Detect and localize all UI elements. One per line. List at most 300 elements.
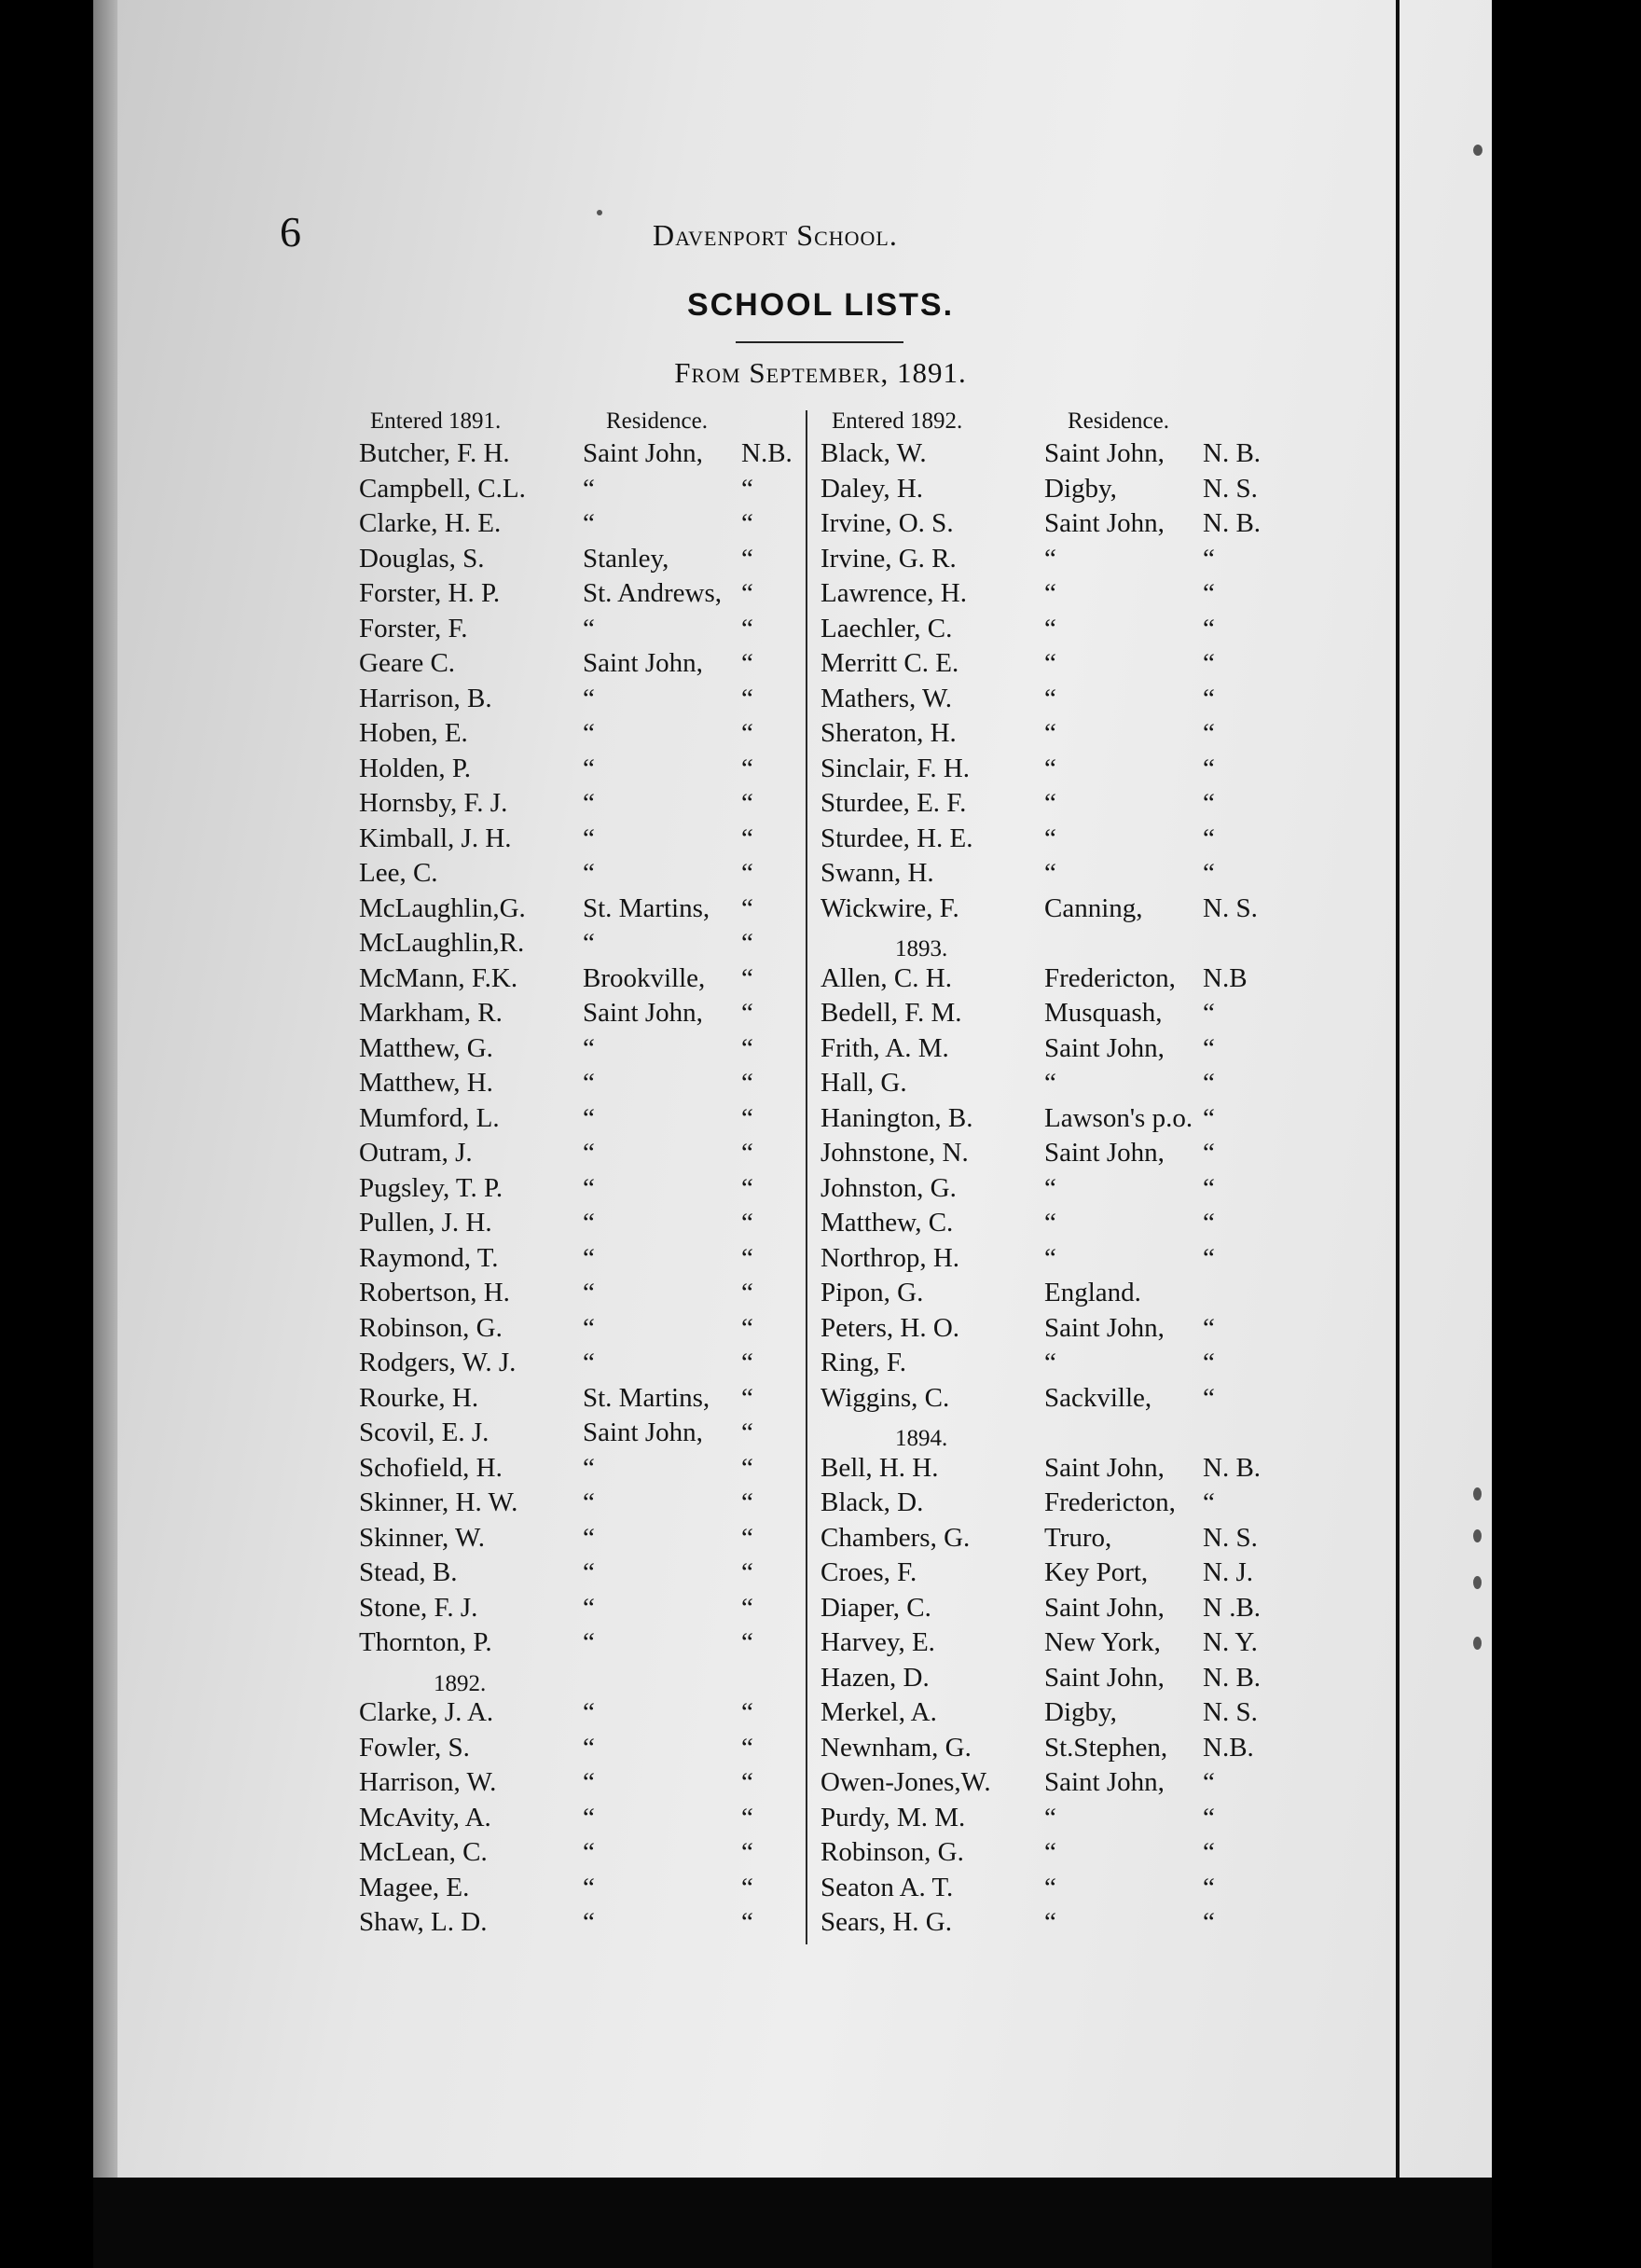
student-residence: “: [583, 1172, 595, 1203]
student-province: N.B.: [1203, 1732, 1254, 1763]
student-province: “: [741, 508, 753, 538]
student-province: “: [741, 1418, 753, 1447]
student-residence: Saint John,: [583, 1418, 703, 1447]
student-residence: “: [1044, 543, 1056, 574]
student-residence: Saint John,: [1044, 1452, 1165, 1483]
section-title: SCHOOL LISTS.: [686, 287, 955, 323]
student-name: Black, D.: [820, 1487, 924, 1517]
student-name: Outram, J.: [359, 1138, 473, 1168]
student-row: [359, 1101, 816, 1137]
student-name: Merritt C. E.: [820, 648, 959, 678]
student-row: [359, 682, 816, 717]
right-column: [820, 408, 1277, 1941]
student-row: [359, 996, 816, 1031]
student-residence: Truro,: [1044, 1522, 1112, 1553]
student-province: “: [741, 823, 753, 853]
bottom-shadow: [93, 2178, 1492, 2268]
student-name: Clarke, J. A.: [359, 1697, 494, 1727]
student-row: [359, 1066, 816, 1101]
student-province: “: [1203, 1907, 1215, 1937]
student-name: Kimball, J. H.: [359, 823, 512, 853]
student-row: [359, 752, 816, 787]
student-name: Sinclair, F. H.: [820, 753, 971, 783]
residence-header: Residence.: [1068, 408, 1169, 434]
student-row: [359, 1451, 816, 1487]
student-name: Douglas, S.: [359, 543, 485, 574]
year-subheading: [820, 1416, 1277, 1451]
student-name: Merkel, A.: [820, 1697, 937, 1727]
student-province: “: [741, 858, 753, 888]
student-name: Forster, F.: [359, 613, 468, 643]
student-residence: “: [583, 1242, 595, 1273]
student-name: Irvine, O. S.: [820, 508, 954, 538]
student-row: [820, 1661, 1277, 1696]
student-residence: “: [1044, 753, 1056, 783]
student-row: [359, 1591, 816, 1626]
student-name: Purdy, M. M.: [820, 1802, 966, 1832]
student-row: [820, 1346, 1277, 1381]
student-residence: “: [583, 928, 595, 958]
student-residence: “: [583, 1032, 595, 1063]
student-row: [820, 1066, 1277, 1101]
student-name: Shaw, L. D.: [359, 1907, 488, 1937]
student-province: “: [741, 788, 753, 818]
student-province: “: [741, 1697, 753, 1727]
entered-header: Entered 1891.: [370, 408, 502, 434]
student-province: “: [741, 473, 753, 504]
subtitle: From September, 1891.: [674, 356, 967, 389]
student-province: “: [1203, 1032, 1215, 1063]
student-province: “: [1203, 1208, 1215, 1238]
student-residence: “: [583, 508, 595, 538]
student-name: Forster, H. P.: [359, 578, 501, 608]
student-province: N.B: [1203, 962, 1248, 993]
student-row: [359, 472, 816, 507]
student-province: “: [741, 1032, 753, 1063]
student-row: [359, 856, 816, 892]
residence-header: Residence.: [606, 408, 708, 434]
student-province: “: [1203, 1172, 1215, 1203]
student-row: [359, 436, 816, 472]
student-province: “: [1203, 1487, 1215, 1517]
student-province: “: [741, 1312, 753, 1343]
speck: [1473, 145, 1482, 156]
student-name: Matthew, C.: [820, 1208, 954, 1238]
left-column: [359, 408, 816, 1941]
student-residence: “: [1044, 1348, 1056, 1377]
page-header: [280, 207, 1193, 263]
student-residence: “: [583, 1802, 595, 1832]
student-province: “: [1203, 1242, 1215, 1273]
student-row: [820, 716, 1277, 752]
student-residence: “: [583, 1348, 595, 1377]
student-province: N. B.: [1203, 1662, 1262, 1693]
student-row: [820, 1731, 1277, 1766]
student-row: [820, 786, 1277, 822]
student-name: Lee, C.: [359, 858, 438, 888]
student-name: Croes, F.: [820, 1557, 917, 1587]
student-row: [359, 822, 816, 857]
student-row: [820, 1486, 1277, 1521]
student-residence: “: [583, 1312, 595, 1343]
student-row: [820, 1625, 1277, 1661]
student-row: [820, 576, 1277, 612]
student-name: Stead, B.: [359, 1557, 458, 1587]
student-residence: Fredericton,: [1044, 962, 1176, 993]
student-province: “: [1203, 753, 1215, 783]
student-residence: Saint John,: [583, 998, 703, 1028]
student-name: Owen-Jones,W.: [820, 1767, 991, 1797]
student-residence: “: [583, 1068, 595, 1098]
student-name: Clarke, H. E.: [359, 508, 502, 538]
student-row: [359, 1765, 816, 1801]
student-province: “: [741, 683, 753, 713]
student-row: [820, 1835, 1277, 1871]
student-row: [820, 1801, 1277, 1836]
student-row: [359, 1835, 816, 1871]
student-province: “: [741, 1068, 753, 1098]
student-name: Harrison, B.: [359, 683, 492, 713]
student-name: Matthew, G.: [359, 1032, 493, 1063]
student-province: “: [741, 1382, 753, 1413]
student-row: [359, 576, 816, 612]
student-name: McLean, C.: [359, 1837, 488, 1867]
student-province: “: [741, 1487, 753, 1517]
student-province: N.B.: [741, 438, 793, 468]
student-name: Rodgers, W. J.: [359, 1348, 517, 1377]
student-name: Hornsby, F. J.: [359, 788, 508, 818]
student-residence: “: [1044, 613, 1056, 643]
student-row: [820, 1556, 1277, 1591]
student-province: “: [741, 613, 753, 643]
student-row: [359, 1905, 816, 1941]
student-name: Geare C.: [359, 648, 456, 678]
student-residence: “: [583, 823, 595, 853]
student-name: Magee, E.: [359, 1872, 470, 1902]
student-row: [359, 1171, 816, 1207]
student-residence: Saint John,: [1044, 1767, 1165, 1797]
student-name: Irvine, G. R.: [820, 543, 957, 574]
speck: [1473, 1487, 1482, 1500]
student-row: [820, 752, 1277, 787]
student-residence: Saint John,: [1044, 438, 1165, 468]
student-residence: Saint John,: [1044, 1138, 1165, 1168]
student-residence: St. Martins,: [583, 1382, 710, 1413]
student-row: [820, 1591, 1277, 1626]
student-province: N. S.: [1203, 1697, 1258, 1727]
student-residence: “: [583, 1102, 595, 1133]
student-province: N .B.: [1203, 1592, 1262, 1623]
student-province: “: [1203, 998, 1215, 1028]
student-name: Robinson, G.: [359, 1312, 503, 1343]
student-row: [359, 1416, 816, 1451]
student-row: [820, 1521, 1277, 1556]
student-residence: “: [1044, 578, 1056, 608]
year-subheading: [359, 1661, 816, 1696]
student-name: Frith, A. M.: [820, 1032, 949, 1063]
student-province: “: [741, 1452, 753, 1483]
student-province: “: [1203, 858, 1215, 888]
student-name: Wiggins, C.: [820, 1382, 950, 1413]
student-residence: “: [1044, 1907, 1056, 1937]
student-residence: Lawson's p.o.: [1044, 1102, 1193, 1133]
student-province: “: [741, 1837, 753, 1867]
student-province: “: [741, 1242, 753, 1273]
student-row: [820, 506, 1277, 542]
speck: [1473, 1529, 1482, 1542]
student-residence: “: [583, 1557, 595, 1587]
student-row: [820, 542, 1277, 577]
student-row: [820, 1136, 1277, 1171]
student-residence: Brookville,: [583, 962, 706, 993]
student-province: N. J.: [1203, 1557, 1253, 1587]
student-row: [359, 1031, 816, 1067]
student-name: Seaton A. T.: [820, 1872, 954, 1902]
student-name: Stone, F. J.: [359, 1592, 478, 1623]
student-province: N. B.: [1203, 438, 1262, 468]
student-row: [359, 1871, 816, 1906]
student-residence: “: [1044, 1802, 1056, 1832]
student-row: [359, 1311, 816, 1347]
student-name: Campbell, C.L.: [359, 473, 526, 504]
student-row: [820, 892, 1277, 927]
student-name: Hanington, B.: [820, 1102, 973, 1133]
student-name: Robinson, G.: [820, 1837, 964, 1867]
student-residence: “: [583, 473, 595, 504]
student-name: Pugsley, T. P.: [359, 1172, 503, 1203]
student-row: [359, 716, 816, 752]
student-residence: “: [583, 1732, 595, 1763]
student-residence: Saint John,: [1044, 1032, 1165, 1063]
student-residence: Key Port,: [1044, 1557, 1149, 1587]
student-name: Sturdee, H. E.: [820, 823, 973, 853]
student-province: “: [741, 1627, 753, 1657]
student-residence: Fredericton,: [1044, 1487, 1176, 1517]
left-column-header: [359, 408, 816, 436]
student-residence: “: [1044, 1242, 1056, 1273]
student-name: Hall, G.: [820, 1068, 907, 1098]
title-rule: [736, 341, 903, 343]
student-province: “: [741, 1172, 753, 1203]
student-province: N. S.: [1203, 473, 1258, 504]
student-province: “: [1203, 1837, 1215, 1867]
student-name: Diaper, C.: [820, 1592, 931, 1623]
student-residence: “: [583, 683, 595, 713]
student-province: “: [741, 578, 753, 608]
student-province: “: [741, 1592, 753, 1623]
student-residence: St.Stephen,: [1044, 1732, 1168, 1763]
student-name: Swann, H.: [820, 858, 934, 888]
student-province: N. S.: [1203, 1522, 1258, 1553]
student-residence: “: [583, 718, 595, 748]
student-row: [820, 996, 1277, 1031]
student-name: Black, W.: [820, 438, 927, 468]
student-residence: Canning,: [1044, 892, 1143, 923]
student-name: Thornton, P.: [359, 1627, 492, 1657]
student-residence: “: [1044, 823, 1056, 853]
student-province: “: [1203, 1312, 1215, 1343]
student-name: Holden, P.: [359, 753, 472, 783]
student-province: “: [741, 648, 753, 678]
student-row: [359, 1695, 816, 1731]
student-row: [820, 1695, 1277, 1731]
student-name: Allen, C. H.: [820, 962, 952, 993]
student-row: [359, 1276, 816, 1311]
student-residence: Musquash,: [1044, 998, 1163, 1028]
student-name: Markham, R.: [359, 998, 503, 1028]
entered-header: Entered 1892.: [832, 408, 963, 434]
student-province: “: [741, 753, 753, 783]
page-fold-line: [1396, 0, 1400, 2178]
student-residence: “: [583, 1487, 595, 1517]
student-residence: “: [583, 1627, 595, 1657]
student-name: Scovil, E. J.: [359, 1418, 490, 1447]
student-name: Schofield, H.: [359, 1452, 503, 1483]
student-residence: “: [583, 858, 595, 888]
student-residence: “: [1044, 648, 1056, 678]
student-residence: “: [583, 1138, 595, 1168]
student-province: “: [1203, 648, 1215, 678]
student-residence: “: [583, 1592, 595, 1623]
student-name: Matthew, H.: [359, 1068, 493, 1098]
student-row: [359, 1346, 816, 1381]
student-residence: Digby,: [1044, 473, 1117, 504]
student-name: Pullen, J. H.: [359, 1208, 492, 1238]
student-residence: “: [1044, 788, 1056, 818]
student-province: “: [741, 1138, 753, 1168]
student-name: Mumford, L.: [359, 1102, 500, 1133]
student-row: [820, 1905, 1277, 1941]
student-row: [359, 506, 816, 542]
student-name: Butcher, F. H.: [359, 438, 510, 468]
student-residence: Saint John,: [583, 438, 703, 468]
student-row: [359, 1556, 816, 1591]
student-row: [820, 612, 1277, 647]
student-row: [359, 1625, 816, 1661]
student-row: [820, 682, 1277, 717]
student-residence: “: [583, 753, 595, 783]
student-residence: “: [1044, 1068, 1056, 1098]
student-row: [820, 1241, 1277, 1277]
year-label: 1893.: [895, 936, 948, 961]
student-name: Skinner, W.: [359, 1522, 485, 1553]
student-residence: “: [583, 1208, 595, 1238]
student-residence: “: [583, 1278, 595, 1307]
student-residence: Digby,: [1044, 1697, 1117, 1727]
student-province: “: [741, 1102, 753, 1133]
student-residence: Saint John,: [1044, 1592, 1165, 1623]
student-residence: Saint John,: [583, 648, 703, 678]
student-residence: “: [583, 1697, 595, 1727]
student-row: [359, 961, 816, 997]
student-name: Hoben, E.: [359, 718, 468, 748]
student-name: Hazen, D.: [820, 1662, 930, 1693]
student-row: [820, 1381, 1277, 1417]
page-edge-shadow: [93, 0, 117, 2178]
student-row: [359, 646, 816, 682]
student-row: [820, 1031, 1277, 1067]
student-name: Sears, H. G.: [820, 1907, 952, 1937]
student-residence: “: [1044, 683, 1056, 713]
student-row: [359, 786, 816, 822]
student-row: [820, 1451, 1277, 1487]
student-province: “: [741, 1732, 753, 1763]
student-row: [820, 1101, 1277, 1137]
student-province: N. S.: [1203, 892, 1258, 923]
student-row: [820, 1311, 1277, 1347]
student-province: “: [741, 1522, 753, 1553]
student-name: Mathers, W.: [820, 683, 952, 713]
student-name: Johnston, G.: [820, 1172, 957, 1203]
student-province: “: [741, 998, 753, 1028]
student-row: [820, 1171, 1277, 1207]
student-province: “: [1203, 788, 1215, 818]
student-province: “: [1203, 1068, 1215, 1098]
student-name: Chambers, G.: [820, 1522, 971, 1553]
student-residence: “: [583, 1872, 595, 1902]
student-name: Raymond, T.: [359, 1242, 499, 1273]
student-province: “: [1203, 1802, 1215, 1832]
right-column-header: [820, 408, 1277, 436]
student-name: McAvity, A.: [359, 1802, 491, 1832]
student-row: [820, 436, 1277, 472]
student-row: [359, 1381, 816, 1417]
student-province: “: [1203, 613, 1215, 643]
student-name: Newnham, G.: [820, 1732, 972, 1763]
student-province: “: [1203, 1348, 1215, 1377]
student-name: Sturdee, E. F.: [820, 788, 967, 818]
student-residence: “: [583, 1767, 595, 1797]
student-residence: “: [583, 1907, 595, 1937]
student-row: [820, 1206, 1277, 1241]
student-residence: “: [1044, 1837, 1056, 1867]
student-province: “: [741, 1767, 753, 1797]
speck: [1473, 1637, 1482, 1650]
student-name: Bell, H. H.: [820, 1452, 939, 1483]
student-residence: Saint John,: [1044, 508, 1165, 538]
year-subheading: [820, 926, 1277, 961]
student-name: Harvey, E.: [820, 1627, 935, 1657]
student-row: [359, 542, 816, 577]
student-residence: “: [1044, 1872, 1056, 1902]
student-name: Pipon, G.: [820, 1278, 924, 1307]
student-residence: Stanley,: [583, 543, 669, 574]
student-name: Laechler, C.: [820, 613, 953, 643]
student-name: Daley, H.: [820, 473, 924, 504]
running-title: Davenport School.: [653, 218, 898, 252]
student-row: [359, 1731, 816, 1766]
student-province: “: [741, 1907, 753, 1937]
student-province: “: [741, 962, 753, 993]
student-residence: “: [583, 613, 595, 643]
student-residence: St. Martins,: [583, 892, 710, 923]
student-residence: New York,: [1044, 1627, 1161, 1657]
student-row: [820, 646, 1277, 682]
student-province: N. B.: [1203, 1452, 1262, 1483]
student-province: “: [741, 1348, 753, 1377]
student-province: “: [741, 892, 753, 923]
student-province: “: [741, 1557, 753, 1587]
student-name: Northrop, H.: [820, 1242, 960, 1273]
student-name: McMann, F.K.: [359, 962, 518, 993]
year-label: 1894.: [895, 1426, 948, 1451]
student-residence: “: [1044, 718, 1056, 748]
student-province: “: [1203, 1138, 1215, 1168]
year-label: 1892.: [434, 1670, 487, 1696]
student-row: [359, 1136, 816, 1171]
student-residence: Sackville,: [1044, 1382, 1152, 1413]
student-name: Robertson, H.: [359, 1278, 510, 1307]
